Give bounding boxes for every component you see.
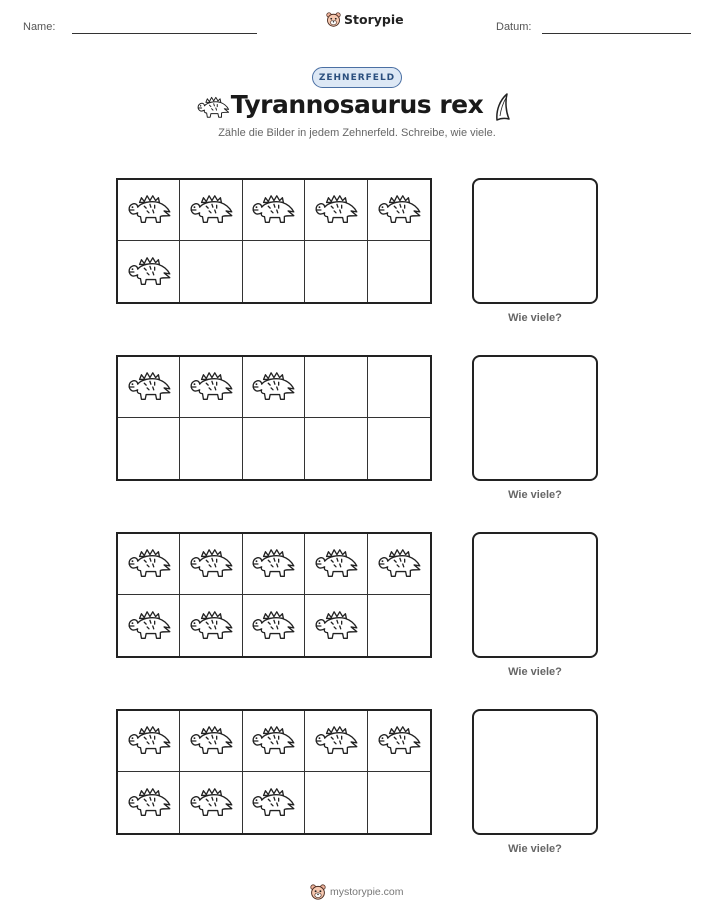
dinosaur-icon bbox=[126, 724, 172, 758]
dinosaur-icon bbox=[313, 547, 359, 581]
ten-frame-cell bbox=[118, 180, 180, 241]
dinosaur-icon bbox=[313, 609, 359, 643]
ten-frame-cell bbox=[305, 772, 367, 833]
bear-face-icon bbox=[326, 12, 341, 27]
answer-box[interactable] bbox=[472, 709, 598, 835]
ten-frame-cell bbox=[243, 772, 305, 833]
ten-frame-cell bbox=[305, 357, 367, 418]
how-many-label: Wie viele? bbox=[508, 312, 562, 324]
dinosaur-icon bbox=[250, 193, 296, 227]
ten-frame-cell bbox=[118, 418, 180, 479]
ten-frame-cell bbox=[368, 418, 430, 479]
dinosaur-icon bbox=[126, 193, 172, 227]
footer bbox=[310, 884, 404, 900]
name-line[interactable] bbox=[72, 33, 257, 34]
ten-frame-cell bbox=[243, 241, 305, 302]
ten-frame-cell bbox=[180, 357, 242, 418]
ten-frame-cell bbox=[305, 711, 367, 772]
footer-url: mystorypie.com bbox=[330, 886, 404, 898]
instructions: Zähle die Bilder in jedem Zehnerfeld. Schreibe, wie viele. bbox=[218, 127, 496, 139]
ten-frame-cell bbox=[305, 241, 367, 302]
answer-box[interactable] bbox=[472, 355, 598, 481]
dinosaur-icon bbox=[313, 724, 359, 758]
ten-frame-cell bbox=[118, 534, 180, 595]
ten-frame-cell bbox=[368, 534, 430, 595]
page-title: Tyrannosaurus rex bbox=[230, 90, 484, 119]
ten-frame-cell bbox=[243, 595, 305, 656]
category-badge: ZEHNERFELD bbox=[312, 67, 402, 88]
dinosaur-icon bbox=[126, 547, 172, 581]
ten-frame-cell bbox=[118, 711, 180, 772]
answer-box[interactable] bbox=[472, 178, 598, 304]
ten-frame-cell bbox=[118, 241, 180, 302]
date-line[interactable] bbox=[542, 33, 691, 34]
ten-frame-cell bbox=[305, 418, 367, 479]
dinosaur-icon bbox=[250, 786, 296, 820]
ten-frame bbox=[116, 532, 432, 658]
ten-frame-cell bbox=[180, 418, 242, 479]
dinosaur-icon bbox=[376, 193, 422, 227]
dinosaur-icon bbox=[188, 724, 234, 758]
ten-frame-cell bbox=[243, 180, 305, 241]
ten-frame-cell bbox=[243, 357, 305, 418]
dinosaur-icon bbox=[376, 547, 422, 581]
ten-frame-cell bbox=[368, 241, 430, 302]
ten-frame bbox=[116, 709, 432, 835]
brand-name: Storypie bbox=[344, 12, 404, 27]
dinosaur-icon bbox=[250, 547, 296, 581]
dinosaur-tooth-icon bbox=[492, 92, 514, 122]
dinosaur-icon bbox=[126, 786, 172, 820]
dinosaur-icon bbox=[188, 547, 234, 581]
ten-frame-cell bbox=[368, 180, 430, 241]
dinosaur-icon bbox=[376, 724, 422, 758]
bear-face-icon bbox=[310, 884, 326, 900]
ten-frame-cell bbox=[305, 180, 367, 241]
ten-frame-cell bbox=[368, 772, 430, 833]
dinosaur-icon bbox=[250, 609, 296, 643]
ten-frame-cell bbox=[243, 418, 305, 479]
ten-frame-cell bbox=[180, 595, 242, 656]
ten-frame-cell bbox=[180, 711, 242, 772]
how-many-label: Wie viele? bbox=[508, 489, 562, 501]
ten-frame-cell bbox=[180, 180, 242, 241]
dinosaur-icon bbox=[188, 609, 234, 643]
dinosaur-icon bbox=[250, 724, 296, 758]
ten-frame-cell bbox=[118, 772, 180, 833]
answer-box[interactable] bbox=[472, 532, 598, 658]
ten-frame-cell bbox=[368, 357, 430, 418]
ten-frame-cell bbox=[368, 595, 430, 656]
ten-frame-cell bbox=[305, 534, 367, 595]
name-label: Name: bbox=[23, 21, 56, 33]
ten-frame-cell bbox=[243, 534, 305, 595]
ten-frame-cell bbox=[305, 595, 367, 656]
date-label: Datum: bbox=[496, 21, 532, 33]
ten-frame-cell bbox=[118, 357, 180, 418]
how-many-label: Wie viele? bbox=[508, 666, 562, 678]
ten-frame bbox=[116, 178, 432, 304]
dinosaur-icon bbox=[188, 786, 234, 820]
ten-frame-cell bbox=[243, 711, 305, 772]
ten-frame-cell bbox=[118, 595, 180, 656]
dinosaur-icon bbox=[126, 609, 172, 643]
how-many-label: Wie viele? bbox=[508, 843, 562, 855]
brand bbox=[326, 12, 404, 27]
ten-frame-cell bbox=[180, 772, 242, 833]
dinosaur-icon bbox=[188, 193, 234, 227]
ten-frame bbox=[116, 355, 432, 481]
dinosaur-icon bbox=[126, 370, 172, 404]
ten-frame-cell bbox=[180, 241, 242, 302]
dinosaur-icon bbox=[250, 370, 296, 404]
dinosaur-icon bbox=[126, 255, 172, 289]
dinosaur-icon bbox=[188, 370, 234, 404]
ten-frame-cell bbox=[368, 711, 430, 772]
ten-frame-cell bbox=[180, 534, 242, 595]
dinosaur-icon bbox=[313, 193, 359, 227]
